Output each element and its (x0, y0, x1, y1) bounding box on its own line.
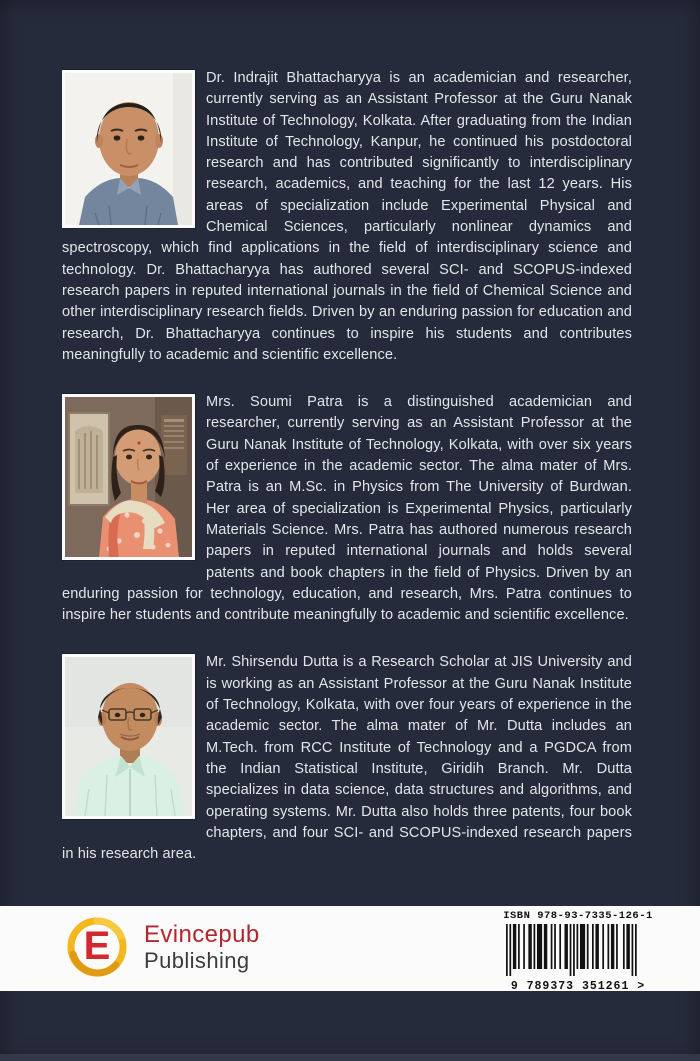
isbn-label: ISBN 978-93-7335-126-1 (503, 910, 653, 922)
portrait-man-glasses-mint-shirt (65, 657, 192, 816)
bio-section-shirsendu-dutta (62, 652, 632, 865)
publisher-name-block (144, 922, 260, 973)
publisher-tagline: Publishing (144, 947, 250, 973)
barcode-bars-icon (504, 924, 652, 976)
author-photo-shirsendu-dutta (62, 654, 195, 819)
cover-bottom-edge (0, 1054, 700, 1061)
publisher-logo (64, 914, 260, 980)
bio-text-shirsendu-dutta: Mr. Shirsendu Dutta is a Research Scholar at JIS University and is working as an Assistant Professor at the Guru Nanak Institute of Technology, Kolkata, with over four years of experience in the academic sector. The alma mater of Mr. Dutta includes an M.Tech. from RCC Institute of Technology and a PGDCA from the Indian Statistical Institute, Giridih Branch. Mr. Dutta specializes in data science, data structures and algorithms, and operating systems. Mr. Dutta also holds three patents, four book chapters, and four SCI- and SCOPUS-indexed research papers in his research area. (62, 654, 632, 863)
isbn-digits: 9 789373 351261 > (510, 980, 646, 993)
portrait-woman-floral-dress (65, 397, 192, 557)
publisher-strip (0, 906, 700, 991)
publisher-name: Evincepub (144, 920, 260, 948)
portrait-man-blue-shirt (65, 73, 192, 225)
author-photo-soumi-patra (62, 394, 195, 560)
author-photo-indrajit-bhattacharyya (62, 70, 195, 228)
bio-text-soumi-patra: Mrs. Soumi Patra is a distinguished academician and researcher, currently serving as an Assistant Professor at the Guru Nanak Institute of Technology, Kolkata, with over six years of experience in the academic sector. The alma mater of Mrs. Patra is an M.Sc. in Physics from The University of Burdwan. Her area of specialization is Experimental Physics, particularly Materials Science. Mrs. Patra has authored numerous research papers in reputed international journals and holds several patents and book chapters in the field of Physics. Driven by an enduring passion for technology, education, and research, Mrs. Patra continues to inspire her students and contribute meaningfully to academic and scientific excellence. (62, 394, 632, 624)
bio-text-indrajit-bhattacharyya: Dr. Indrajit Bhattacharyya is an academician and researcher, currently serving as an Assistant Professor at the Guru Nanak Institute of Technology, Kolkata. After graduating from the Indian Institute of Technology, Kanpur, he continued his postdoctoral research and has contributed significantly to interdisciplinary research, academics, and teaching for the last 12 years. His areas of specialization include Experimental Physical and Chemical Sciences, particularly nonlinear dynamics and spectroscopy, which find applications in the field of interdisciplinary science and technology. Dr. Bhattacharyya has authored several SCI- and SCOPUS-indexed research papers in reputed international journals in the field of Chemical Science and other interdisciplinary research fields. Driven by an enduring passion for education and research, Dr. Bhattacharyya continues to inspire his students and contributes meaningfully to academic and scientific excellence. (62, 70, 632, 363)
author-bios (62, 68, 632, 891)
publisher-logo-ring-icon (64, 914, 130, 980)
bio-section-indrajit-bhattacharyya (62, 68, 632, 366)
isbn-barcode (500, 910, 656, 993)
publisher-logo-letter: E (83, 923, 111, 968)
bio-section-soumi-patra (62, 392, 632, 626)
